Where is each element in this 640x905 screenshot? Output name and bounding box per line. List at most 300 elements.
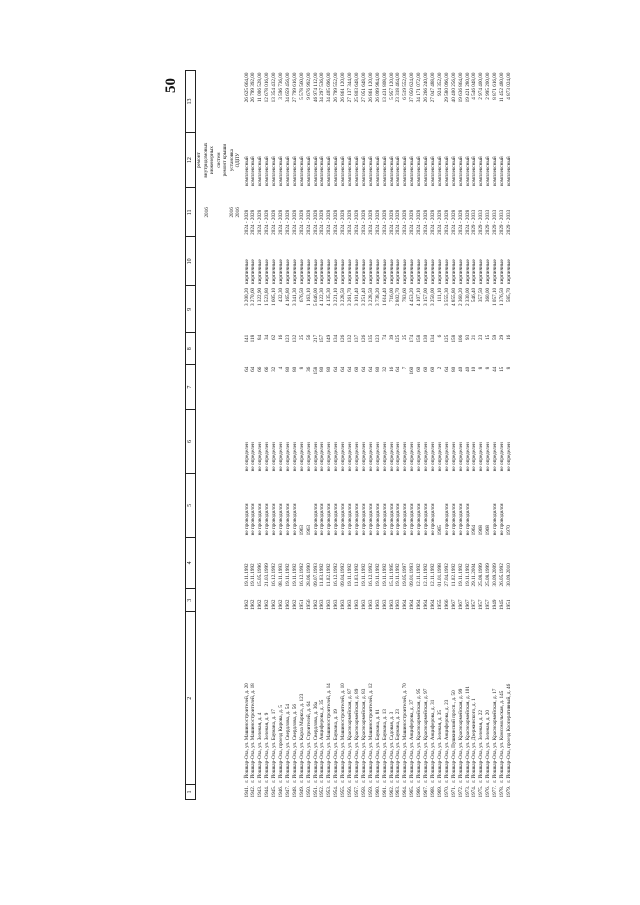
- privatization-date: 09.07.1993: [312, 563, 319, 587]
- repair-period: 2024 - 2028: [250, 209, 257, 235]
- last-repair-year: не проводился: [326, 503, 333, 536]
- wear-status: не определен: [443, 442, 450, 472]
- apartments: 64: [250, 366, 257, 372]
- privatization-date: 15.11.1995: [388, 563, 395, 587]
- residents: 137: [354, 334, 360, 343]
- address: г. Йошкар-Ола, ул. Машиностроителей, д. 10: [340, 683, 347, 783]
- wall-material: кирпичные: [429, 259, 436, 284]
- housing-repair-table: [185, 70, 513, 800]
- residents: 16: [278, 334, 285, 340]
- cost: 34 297 536,00: [319, 72, 326, 103]
- repair-type: комплексный: [312, 156, 319, 186]
- year-built: 1963: [395, 599, 402, 610]
- cost: 19 421 280,00: [464, 72, 471, 103]
- row-index: 1963.: [395, 785, 402, 798]
- table-row: [319, 71, 326, 800]
- apartments: 80: [326, 366, 333, 372]
- cost: 23 318 464,00: [395, 72, 402, 103]
- wall-material: кирпичные: [347, 259, 354, 284]
- year-built: 1949: [492, 599, 499, 610]
- area: 1 322,90: [257, 287, 264, 307]
- apartments: 60: [416, 366, 423, 372]
- wall-material: кирпичные: [395, 259, 402, 284]
- privatization-date: 30.09.2010: [505, 563, 512, 587]
- row-index: 1954.: [333, 785, 340, 798]
- address: г. Йошкар-Ола, ул. Красноармейская, д. 101: [464, 686, 471, 783]
- residents: 25: [402, 334, 409, 340]
- wall-material: кирпичные: [485, 259, 492, 284]
- address: г. Йошкар-Ола, ул. Свердлова, д. 36а: [312, 701, 319, 783]
- apartments: 66: [264, 366, 271, 372]
- area: 585,70: [505, 287, 512, 303]
- cost: 34 659 456,00: [284, 72, 291, 103]
- wall-material: кирпичные: [284, 259, 291, 284]
- repair-period: 2029 - 2033: [499, 209, 506, 235]
- residents: 16: [505, 334, 512, 340]
- area: 4 122,30: [319, 287, 326, 307]
- privatization-date: 19.11.1992: [464, 563, 471, 587]
- address: г. Йошкар-Ола, ул. Машиностроителей, д. 20: [243, 683, 250, 783]
- repair-type: комплексный: [374, 156, 381, 186]
- address: г. Йошкар-Ола, Пушкинский просп., д. 50: [450, 690, 457, 783]
- cost: 34 405 696,00: [326, 72, 333, 103]
- year-built: 1945: [499, 599, 506, 610]
- wear-status: не определен: [360, 442, 367, 472]
- privatization-date: 15.05.1996: [257, 563, 264, 587]
- privatization-date: 19.11.1992: [360, 563, 367, 587]
- repair-type: комплексный: [333, 156, 340, 186]
- year-built: 1962: [250, 599, 257, 610]
- repair-period: 2024 - 2028: [381, 209, 388, 235]
- repair-period: 2024 - 2028: [340, 209, 347, 235]
- cost: 19 636 864,00: [457, 72, 464, 103]
- wear-status: не определен: [423, 442, 430, 472]
- repair-type: комплексный: [305, 156, 312, 186]
- row-index: 1951.: [312, 785, 319, 798]
- wear-status: не определен: [354, 442, 360, 472]
- year-built: 1951: [505, 599, 512, 610]
- address: г. Йошкар-Ола, ул. Анциферова, д. 35: [319, 699, 326, 783]
- work-type-label: установка: [228, 149, 235, 172]
- wall-material: кирпичные: [505, 259, 512, 284]
- wall-material: кирпичные: [278, 259, 285, 284]
- last-repair-year: не проводился: [395, 503, 402, 536]
- repair-period: 2024 - 2028: [347, 209, 354, 235]
- residents: 118: [250, 334, 257, 343]
- address: г. Йошкар-Ола, ул. Свердлова, д. 54: [284, 704, 291, 783]
- area: 3 250,00: [429, 287, 436, 307]
- wear-status: не определен: [409, 442, 416, 472]
- year-built: 1957: [478, 599, 485, 610]
- last-repair-year: не проводился: [381, 503, 388, 536]
- apartments: 64: [395, 366, 402, 372]
- year-built: 1963: [381, 599, 388, 610]
- row-index: 1975.: [478, 785, 485, 798]
- repair-period: 2024 - 2028: [416, 209, 423, 235]
- repair-type: комплексный: [471, 156, 478, 186]
- last-repair-year: не проводился: [271, 503, 278, 536]
- wear-status: не определен: [395, 442, 402, 472]
- residents: 125: [395, 334, 402, 343]
- repair-type: комплексный: [423, 156, 430, 186]
- apartments: 64: [243, 366, 250, 372]
- repair-type: комплексный: [395, 156, 402, 186]
- row-index: 1946.: [278, 785, 285, 798]
- repair-period: 2029 - 2033: [471, 209, 478, 235]
- cost: 40 400 256,00: [450, 72, 457, 103]
- address: г. Йошкар-Ола, ул. Баумана, д. 17: [271, 709, 278, 783]
- wall-material: кирпичные: [450, 259, 457, 284]
- repair-period: 2029 - 2033: [485, 209, 492, 235]
- residents: 130: [423, 334, 430, 343]
- address: г. Йошкар-Ола, ул. Строителей, д. 64: [305, 701, 312, 783]
- area: 3 200,20: [243, 287, 250, 307]
- cost: 13 431 808,00: [381, 72, 388, 103]
- row-index: 1965.: [409, 785, 416, 798]
- address: г. Йошкар-Ола, ул. Красноармейская, д. 83: [360, 688, 367, 783]
- cost: 2 995 200,00: [485, 72, 492, 100]
- wear-status: не определен: [450, 442, 457, 472]
- wear-status: не определен: [381, 442, 388, 472]
- year-built: 1962: [291, 599, 298, 610]
- address: г. Йошкар-Ола, ул. Анциферова, д. 37: [409, 699, 416, 783]
- last-repair-year: не проводился: [374, 503, 381, 536]
- table-row: [306, 71, 313, 800]
- repair-type: комплексный: [243, 156, 250, 186]
- row-index: 1960.: [374, 785, 381, 798]
- table-row: [250, 71, 257, 800]
- area: 1 605,10: [271, 287, 278, 307]
- cost: 11 006 528,00: [257, 72, 264, 103]
- row-index: 1942.: [250, 785, 257, 798]
- year-built: 1962: [284, 599, 291, 610]
- table-row: [465, 71, 472, 800]
- last-repair-year: не проводился: [250, 503, 257, 536]
- privatization-date: 19.11.1992: [457, 563, 464, 587]
- wear-status: не определен: [278, 442, 285, 472]
- year-built: 1964: [423, 599, 430, 610]
- address: г. Йошкар-Ола, ул. Красноармейская, д. 87: [347, 688, 354, 783]
- cost: 5 578 560,00: [298, 72, 305, 100]
- repair-period: 2024 - 2028: [243, 209, 250, 235]
- repair-type: комплексный: [478, 156, 485, 186]
- privatization-date: 19.11.1992: [291, 563, 298, 587]
- repair-type: комплексный: [340, 156, 347, 186]
- row-index: 1944.: [264, 785, 271, 798]
- row-index: 1978.: [499, 785, 506, 798]
- repair-type: комплексный: [492, 156, 499, 186]
- cost: 27 137 344,00: [347, 72, 354, 103]
- wall-material: кирпичные: [457, 259, 464, 284]
- area: 3 341,30: [291, 287, 298, 307]
- area: 1 163,10: [305, 287, 312, 307]
- apartments: 64: [443, 366, 450, 372]
- repair-period: 2029 - 2033: [505, 209, 512, 235]
- wear-status: не определен: [319, 442, 326, 472]
- area: 357,50: [478, 287, 485, 303]
- residents: 15: [485, 334, 492, 340]
- apartments: 64: [340, 366, 347, 372]
- area: 2 360,20: [457, 287, 464, 307]
- row-index: 1953.: [326, 785, 333, 798]
- wall-material: кирпичные: [423, 259, 430, 284]
- last-repair-year: не проводился: [450, 503, 457, 536]
- wall-material: кирпичные: [340, 259, 347, 284]
- apartments: 8: [485, 366, 492, 370]
- table-row: [416, 71, 423, 800]
- repair-period: 2024 - 2028: [402, 209, 409, 235]
- row-index: 1970.: [443, 785, 450, 798]
- repair-period: 2024 - 2028: [423, 209, 430, 235]
- apartments: 80: [450, 366, 457, 372]
- last-repair-year: 1963: [305, 524, 312, 536]
- residents: 217: [312, 334, 319, 343]
- repair-type: комплексный: [278, 156, 285, 186]
- wall-material: кирпичные: [305, 259, 312, 284]
- wall-material: кирпичные: [326, 259, 333, 284]
- work-type-label: систем: [215, 152, 222, 168]
- area: 3 738,20: [374, 287, 381, 307]
- address: г. Йошкар-Ола, ул. Машиностроителей, д. 18: [250, 683, 257, 783]
- year-built: 1963: [360, 599, 367, 610]
- repair-period: 2024 - 2028: [257, 209, 264, 235]
- apartments: 16: [388, 366, 395, 372]
- apartments: 60: [423, 366, 430, 372]
- cost: 29 580 096,00: [443, 72, 450, 103]
- area: 432,30: [278, 287, 285, 303]
- repair-type: комплексный: [284, 156, 291, 186]
- wear-status: не определен: [505, 442, 512, 472]
- residents: 149: [326, 334, 333, 343]
- repair-period: 2024 - 2028: [443, 209, 450, 235]
- repair-period: 2024 - 2028: [395, 209, 402, 235]
- residents: 135: [367, 334, 374, 343]
- wear-status: не определен: [291, 442, 298, 472]
- wall-material: кирпичные: [243, 259, 250, 284]
- area: 3 157,00: [423, 287, 430, 307]
- wear-status: не определен: [264, 442, 271, 472]
- area: 4 135,30: [326, 287, 333, 307]
- residents: 157: [319, 334, 326, 343]
- privatization-date: 19.11.1992: [381, 563, 388, 587]
- wear-status: не определен: [340, 442, 347, 472]
- residents: 134: [429, 334, 436, 343]
- cost: 9 676 992,00: [305, 72, 312, 100]
- apartments: 7: [402, 366, 409, 370]
- row-index: 1943.: [257, 785, 264, 798]
- last-repair-year: не проводился: [278, 503, 285, 536]
- work-type-label: ОДПУ: [235, 152, 241, 168]
- cost: 11 452 480,00: [499, 72, 506, 103]
- cost: 26 861 120,00: [367, 72, 374, 103]
- repair-period: 2024 - 2028: [284, 209, 291, 235]
- year-built: 1956: [305, 599, 312, 610]
- address: г. Йошкар-Ола, ул. Свердлова, д. 56: [291, 704, 298, 783]
- apartments: 64: [367, 366, 374, 372]
- privatization-date: 30.09.2009: [492, 563, 499, 587]
- privatization-date: 16.12.1992: [333, 563, 340, 587]
- repair-period: 2024 - 2028: [333, 209, 340, 235]
- area: 3 101,40: [354, 287, 360, 307]
- table-row: [333, 71, 340, 800]
- repair-period: 2024 - 2028: [388, 209, 395, 235]
- cost: 26 266 240,00: [423, 72, 430, 103]
- year-built: 1963: [367, 599, 374, 610]
- residents: 62: [271, 334, 278, 340]
- work-type-label: внутридомовых: [202, 142, 209, 178]
- wall-material: кирпичные: [492, 259, 499, 284]
- apartments: 15: [499, 366, 506, 372]
- address: г. Йошкар-Ола, ул. Карла Маркса, д. 123: [298, 693, 305, 783]
- year-built: 1964: [416, 599, 423, 610]
- residents: 74: [381, 334, 388, 340]
- area: 2 330,00: [464, 287, 471, 307]
- work-type-label: ремонт крыши: [222, 143, 228, 177]
- address: г. Йошкар-Ола, ул. Комсомольская, д. 145: [499, 690, 506, 783]
- table-row: [278, 71, 285, 800]
- privatization-date: 21.03.1999: [264, 563, 271, 587]
- column-number: 8: [186, 333, 196, 365]
- last-repair-year: не проводился: [257, 503, 264, 536]
- apartments: 40: [457, 366, 464, 372]
- apartments: 66: [257, 366, 264, 372]
- privatization-date: 12.11.1992: [423, 563, 430, 587]
- privatization-date: 19.05.1997: [402, 563, 409, 587]
- table-row: [458, 71, 465, 800]
- residents: 84: [257, 334, 264, 340]
- privatization-date: 29.11.2004: [471, 563, 478, 587]
- last-repair-year: не проводился: [499, 503, 506, 536]
- cost: 25 803 648,00: [354, 72, 360, 103]
- residents: 59: [492, 334, 499, 340]
- repair-period: 2024 - 2028: [298, 209, 305, 235]
- repair-type: комплексный: [298, 156, 305, 186]
- residents: 126: [360, 334, 367, 343]
- area: 676,50: [298, 287, 305, 303]
- repair-period: 2024 - 2028: [278, 209, 285, 235]
- apartments: 40: [464, 366, 471, 372]
- year-built: 1955: [436, 599, 443, 610]
- table-row: [257, 71, 264, 800]
- year-built: 1962: [312, 599, 319, 610]
- apartments: 64: [347, 366, 354, 372]
- last-repair-year: не проводился: [333, 503, 340, 536]
- privatization-date: 01.01.1998: [436, 563, 443, 587]
- wear-status: не определен: [298, 442, 305, 472]
- table-row: [264, 71, 271, 800]
- apartments: 64: [360, 366, 367, 372]
- year-built: 1957: [485, 599, 492, 610]
- row-index: 1955.: [340, 785, 347, 798]
- wall-material: кирпичные: [499, 259, 506, 284]
- wear-status: не определен: [312, 442, 319, 472]
- privatization-date: 25.08.1999: [478, 563, 485, 587]
- address: г. Йошкар-Ола, проезд Кооперативный, д. 46: [505, 683, 512, 783]
- year-built: 1962: [271, 599, 278, 610]
- row-index: 1967.: [423, 785, 430, 798]
- column-number: 1: [186, 785, 196, 800]
- privatization-date: 12.11.1992: [429, 563, 436, 587]
- area: 1 057,10: [492, 287, 499, 307]
- repair-type: комплексный: [464, 156, 471, 186]
- repair-period: 2029 - 2033: [478, 209, 485, 235]
- last-repair-year: не проводился: [284, 503, 291, 536]
- last-repair-year: не проводился: [457, 503, 464, 536]
- wear-status: не определен: [471, 442, 478, 472]
- last-repair-year: не проводился: [291, 503, 298, 536]
- last-repair-year: не проводился: [319, 503, 326, 536]
- table-row: [285, 71, 292, 800]
- year-built: 1967: [457, 599, 464, 610]
- last-repair-year: 1963: [298, 524, 305, 536]
- repair-type: комплексный: [354, 156, 360, 186]
- row-index: 1945.: [271, 785, 278, 798]
- repair-type: комплексный: [360, 156, 367, 186]
- table-row: [444, 71, 451, 800]
- cost: 4 873 024,00: [505, 72, 512, 100]
- column-number: 10: [186, 237, 196, 286]
- cost: 27 799 616,00: [291, 72, 298, 103]
- repair-period: 2024 - 2028: [409, 209, 416, 235]
- repair-period: 2029 - 2033: [492, 209, 499, 235]
- residents: 125: [443, 334, 450, 343]
- address: г. Йошкар-Ола, ул. Зеленая, д. 35: [436, 710, 443, 783]
- row-index: 1949.: [298, 785, 305, 798]
- area: 2 802,70: [395, 287, 402, 307]
- privatization-date: 19.11.1992: [347, 563, 354, 587]
- area: 360,00: [485, 287, 492, 303]
- wall-material: кирпичные: [257, 259, 264, 284]
- wear-status: не определен: [250, 442, 257, 472]
- row-index: 1974.: [471, 785, 478, 798]
- address: г. Йошкар-Ола, проезд Кирова, д. 5: [278, 705, 285, 783]
- work-type-label: ремонт: [196, 152, 202, 169]
- wear-status: не определен: [457, 442, 464, 472]
- table-row: [437, 71, 444, 800]
- table-row: [340, 71, 347, 800]
- wall-material: кирпичные: [374, 259, 381, 284]
- privatization-date: 19.11.1992: [243, 563, 250, 587]
- wall-material: кирпичные: [354, 259, 360, 284]
- privatization-date: 28.06.1990: [305, 563, 312, 587]
- row-index: 1961.: [381, 785, 388, 798]
- address: г. Йошкар-Ола, ул. Баумана, д. 23: [395, 709, 402, 783]
- residents: 39: [388, 334, 395, 340]
- page-number: 50: [163, 78, 179, 93]
- table-row: [354, 71, 361, 800]
- cost: 12 678 016,00: [264, 72, 271, 103]
- table-row: [326, 71, 333, 800]
- repair-type: комплексный: [319, 156, 326, 186]
- area: 1 614,40: [381, 287, 388, 307]
- repair-period: 2024 - 2028: [291, 209, 298, 235]
- address: г. Йошкар-Ола, ул. Баумана, д. 13: [381, 709, 388, 783]
- wall-material: кирпичные: [478, 259, 485, 284]
- residents: 123: [284, 334, 291, 343]
- row-index: 1941.: [243, 785, 250, 798]
- address: г. Йошкар-Ола, ул. Зеленая, д. 20: [485, 710, 492, 783]
- column-number-row: [186, 71, 196, 800]
- row-index: 1964.: [402, 785, 409, 798]
- repair-period: 2024 - 2028: [464, 209, 471, 235]
- apartments: 80: [284, 366, 291, 372]
- last-repair-year: 1970: [505, 524, 512, 536]
- privatization-date: 09.04.1992: [340, 563, 347, 587]
- area: 4 107,10: [416, 287, 423, 307]
- wear-status: не определен: [464, 442, 471, 472]
- apartments: 8: [298, 366, 305, 370]
- table-body: [242, 71, 513, 800]
